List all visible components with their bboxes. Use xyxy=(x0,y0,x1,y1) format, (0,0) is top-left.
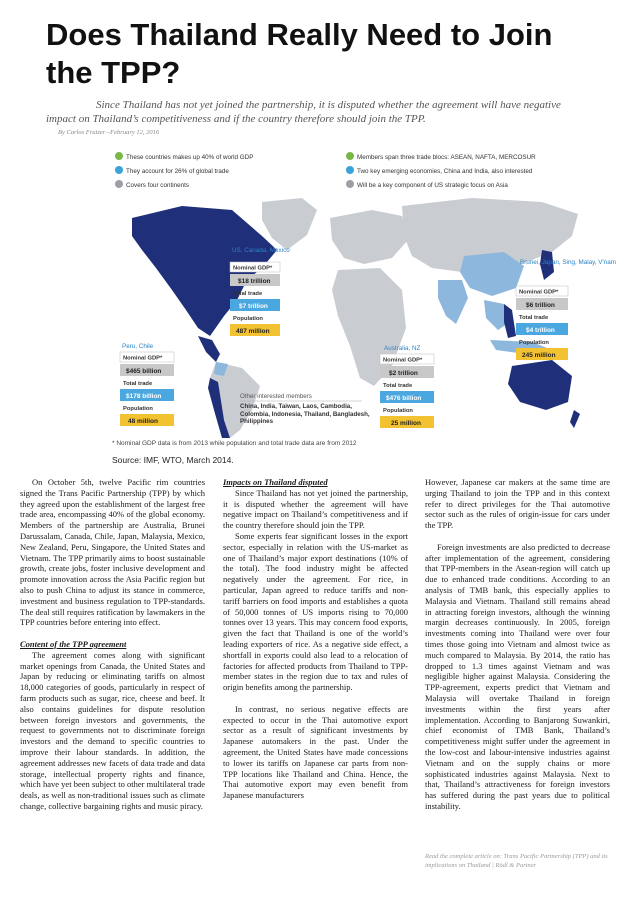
region-box-asia-members xyxy=(516,259,616,360)
nominal-gdp-label: Nominal GDP* xyxy=(233,265,273,272)
article-column-2 xyxy=(223,477,408,801)
other-members-list: China, India, Taiwan, Laos, Cambodia, Colombia, Indonesia, Thailand, Bangladesh, Philippines xyxy=(240,403,370,426)
india-shape xyxy=(438,280,468,324)
total-trade-label: Total trade xyxy=(519,315,549,321)
paragraph: Foreign investments are also predicted to decrease after implementation of the agreement, considering that TPP-members in the Asean-region will catch up due to enhanced trade conditions. According to an analysis of TMB bank, this especially applies to Malaysia and Vietnam. Thailand still remains ahead in attracting foreign investors, although the winning margin decreases continuously. In 2005, foreign investments coming into Thailand were over four times those going into Vietnam and almost twice as much compared to Malaysia. By 2014, the ratio has dropped to 1.3 times against Vietnam and was negligible higher against Malaysia. Considering the TPP-agreement, experts predict that Vietnam and Malaysia will overtake Thailand in foreign investments within the first years after implementation. According to Banjarong Suwankiri, chief economist of TMB Bank, Thailand’s competitiveness might suffer under the agreement in the low-cost and labour-intensive industries against Vietnam and on the supply chains or more sophisticated industries against Malaysia. Next to that, Thailand’s attractiveness for foreign investors has suffered during the past years due to political instability. xyxy=(425,541,610,811)
article-subtitle: Since Thailand has not yet joined the partnership, it is disputed whether the agreement will have negative impact on Thailand’s competitiveness and if the country therefore should join the TPP. xyxy=(46,99,561,125)
legend-left xyxy=(115,152,253,189)
australia-shape xyxy=(508,360,572,410)
legend-dot-green xyxy=(346,152,354,160)
legend-item: Will be a key component of US strategic focus on Asia xyxy=(357,182,508,189)
other-members-title: Other interested members xyxy=(240,393,312,400)
read-more-link[interactable]: Read the complete article on: Trans Pacific Partnership (TPP) and its implications on Thailand | Rödl & Partner xyxy=(425,853,608,869)
population-value: 25 million xyxy=(391,420,421,427)
paragraph: The agreement comes along with significant market openings from Canada, the United States and Japan by reducing or eliminating tariffs on almost 18,000 categories of goods, particularly in respect of farm products such as sugar, rice, cheese and beef. It also contains guidelines for dispute resolution between foreign investors and governments, the request to governments not to discriminate foreign investors and the demand to specific countries to improve their labour standards. In addition, the agreement addresses new facets of data trade and data storage, intellectual property rights and finance, which have yet been subject to other multilateral trade deals, as well as non-traditional issues such as climate change, collective bargaining rights and music piracy. xyxy=(20,649,205,811)
infographic-source: Source: IMF, WTO, March 2014. xyxy=(112,455,234,465)
region-box-peru-chile xyxy=(120,343,174,426)
legend-item: These countries makes up 40% of world GDP xyxy=(126,154,254,161)
other-members-box xyxy=(240,393,362,401)
europe-shape xyxy=(330,210,408,264)
central-america-shape xyxy=(198,336,220,362)
new-zealand-shape xyxy=(570,410,580,428)
gdp-value: $6 trillion xyxy=(526,302,555,309)
population-label: Population xyxy=(233,316,263,322)
section-heading: Impacts on Thailand disputed xyxy=(223,477,328,487)
population-value: 48 million xyxy=(128,418,158,425)
legend-dot-grey xyxy=(346,180,354,188)
nominal-gdp-label: Nominal GDP* xyxy=(123,355,163,362)
greenland-shape xyxy=(262,198,317,250)
legend-dot-blue xyxy=(115,166,123,174)
paragraph: However, Japanese car makers at the same time are urging Thailand to join the TPP and in this context refer to direct privileges for the Thai automotive sector such as the rules of origin-issue for cars under the TPP. xyxy=(425,477,610,531)
population-label: Population xyxy=(123,406,153,412)
paragraph: On October 5th, twelve Pacific rim countries signed the Trans Pacific Partnership (TPP) by which they agreed upon the establishment of the largest free trade area, encompassing 40% of the global economy. Members of the partnership are Australia, Brunei Darussalam, Canada, Chile, Japan, Malaysia, Mexico, New Zealand, Peru, Singapore, the United States and Vietnam. The TPP primarily aims to boost sustainable growth, create jobs, foster inclusive development and promote innovation across the Asia Pacific region but also to push China to adjust its stance in commerce, investment and business regulation to TPP-standards. The deal still requires ratification by lawmakers in the TPP countries before entering into effect. xyxy=(20,477,205,628)
paragraph: Since Thailand has not yet joined the partnership, it is disputed whether the agreement will have negative impact on Thailand’s competitiveness and if the country therefore should join the TPP. xyxy=(223,487,408,531)
world-map xyxy=(132,198,580,438)
paragraph: Some experts fear significant losses in the export sector, especially in relation with the US-market as one of Thailand’s major export destinations (10% of the total). The food industry might be affected negatively under the agreement. For rice, in particular, Japan agreed to reduce tariffs and non-tariff barriers on food imports and establishes a quota of 50,000 tonnes of US imports rising to 70,000 tonnes over 13 years. This may concern food exports, given the fact that Thailand is one of the world’s leading exporters of rice. As a negative side effect, a shortfall in exports could also lead to a relocation of factories for affected products from Thailand to TPP-member states in the region due to tax and rules of origin benefits among the partnership. xyxy=(223,530,408,693)
article-column-1 xyxy=(20,477,205,812)
legend-item: Two key emerging economies, China and India, also interested xyxy=(357,168,533,175)
trade-value: $476 billion xyxy=(386,395,422,402)
region-name: Australia, NZ xyxy=(384,345,421,352)
legend-item: Members span three trade blocs: ASEAN, NAFTA, MERCOSUR xyxy=(357,154,536,161)
total-trade-label: Total trade xyxy=(383,383,413,389)
legend-item: Covers four continents xyxy=(126,182,189,189)
article-title: Does Thailand Really Need to Join the TPP? xyxy=(46,17,553,90)
nominal-gdp-label: Nominal GDP* xyxy=(383,357,423,364)
legend-item: They account for 26% of global trade xyxy=(126,168,229,175)
vietnam-malaysia-shape xyxy=(504,304,516,338)
total-trade-label: Total trade xyxy=(123,381,153,387)
population-label: Population xyxy=(383,408,413,414)
legend-dot-grey xyxy=(115,180,123,188)
region-name: US, Canada, Mexico xyxy=(232,247,290,254)
total-trade-label: Total trade xyxy=(233,291,263,297)
population-label: Population xyxy=(519,340,549,346)
tpp-infographic xyxy=(112,140,616,440)
region-box-australia-nz xyxy=(380,345,434,428)
trade-value: $7 trillion xyxy=(239,303,268,310)
infographic-footnote: * Nominal GDP data is from 2013 while population and total trade data are from 2012 xyxy=(112,440,357,447)
population-value: 245 million xyxy=(522,352,556,359)
region-name: Brunei, Japan, Sing, Malay, V'nam xyxy=(520,259,616,266)
world-map-graphic xyxy=(112,140,616,440)
legend-right xyxy=(346,152,536,189)
trade-value: $4 trillion xyxy=(526,327,555,334)
paragraph: In contrast, no serious negative effects are expected to occur in the Thai automotive export sector as a result of significant investments by Japanese automakers in the past. Under the agreement, the United States have made concessions to lower its tariffs on Japanese car parts from non-TPP locations like Thailand and China. Hence, the Thai automotive export may even benefit from Japanese manufacturers xyxy=(223,703,408,801)
section-heading: Content of the TPP agreement xyxy=(20,638,127,649)
article-column-3 xyxy=(425,477,610,812)
legend-dot-blue xyxy=(346,166,354,174)
legend-dot-green xyxy=(115,152,123,160)
gdp-value: $18 trillion xyxy=(238,278,271,285)
population-value: 487 million xyxy=(236,328,270,335)
trade-value: $178 billion xyxy=(126,393,162,400)
gdp-value: $2 trillion xyxy=(389,370,418,377)
region-name: Peru, Chile xyxy=(122,343,154,350)
gdp-value: $465 billion xyxy=(126,368,162,375)
nominal-gdp-label: Nominal GDP* xyxy=(519,289,559,296)
byline: By Carlos Frutzer –February 12, 2016 xyxy=(58,129,160,136)
